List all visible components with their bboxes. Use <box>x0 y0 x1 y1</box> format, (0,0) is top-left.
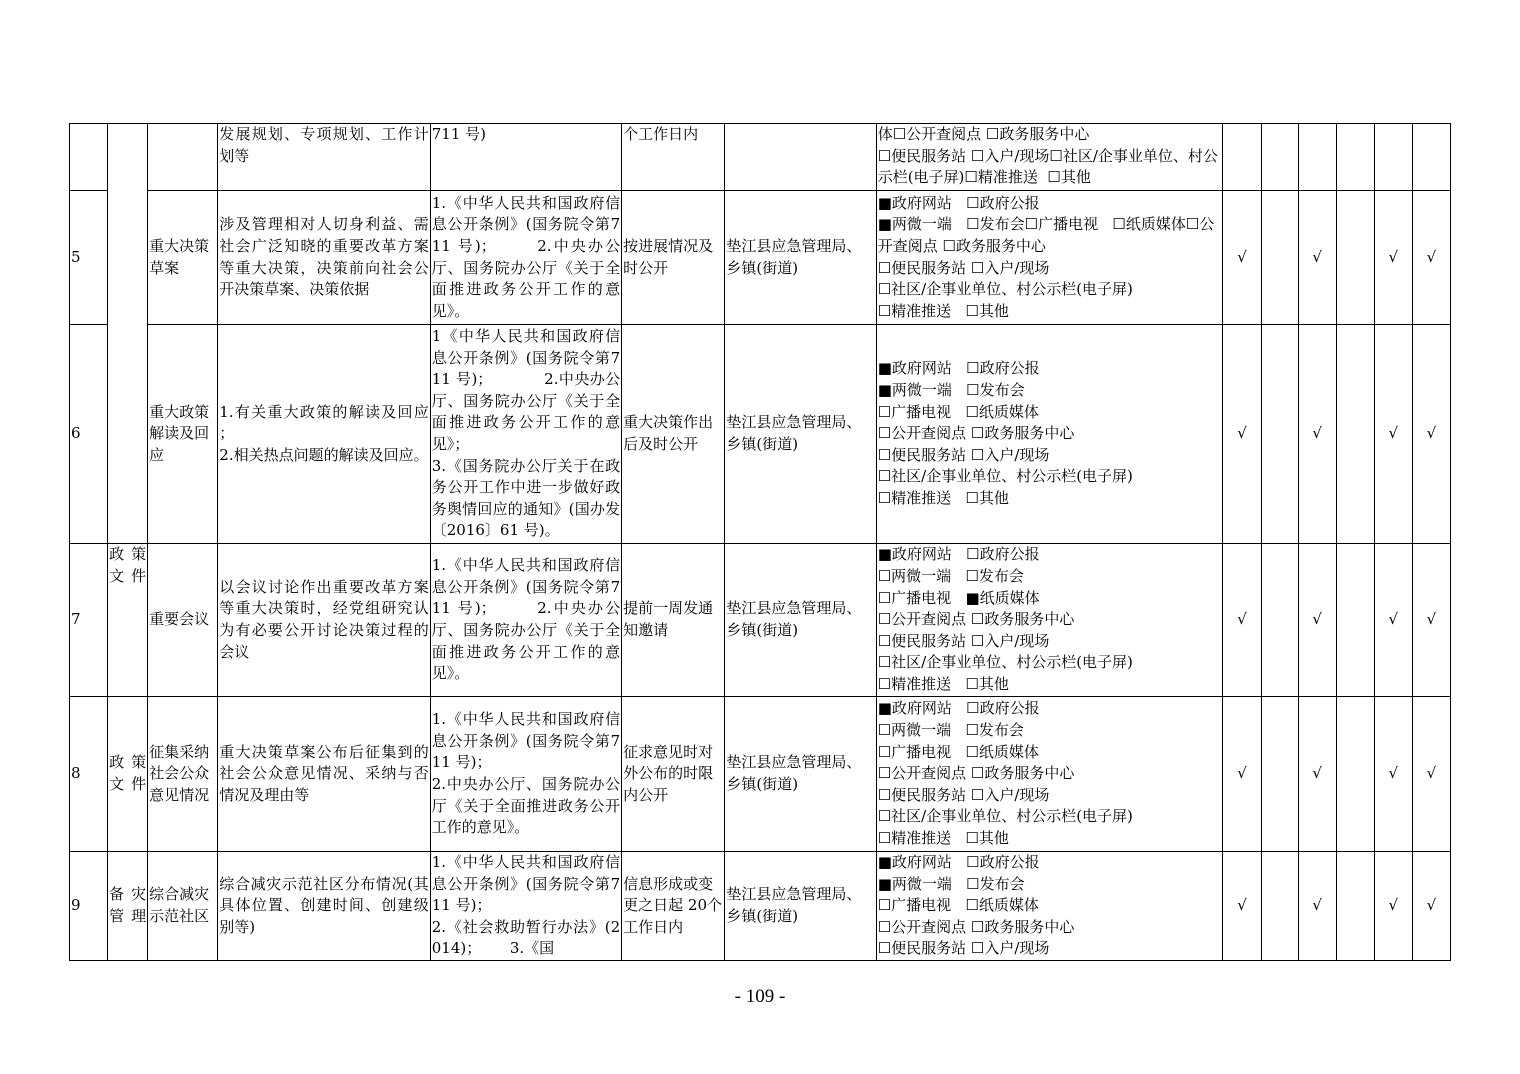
check-mark: √ <box>1374 544 1412 697</box>
category-cell: 政策文件 <box>108 697 148 852</box>
row-number: 7 <box>70 544 108 697</box>
check-mark: √ <box>1223 544 1261 697</box>
legal-basis: 1.《中华人民共和国政府信息公开条例》(国务院令第711 号)； 2.《社会救助暂行办法》(2014)； 3.《国 <box>430 852 621 961</box>
legal-basis: 1.《中华人民共和国政府信息公开条例》(国务院令第711 号)； 2.中央办公厅、国务院办公厅《关于全面推进政务公开工作的意见》。 <box>430 544 621 697</box>
check-mark <box>1223 124 1261 191</box>
check-mark <box>1374 124 1412 191</box>
category-cell: 备灾管理 <box>108 852 148 961</box>
item-content: 重大决策草案公布后征集到的社会公众意见情况、采纳与否情况及理由等 <box>218 697 430 852</box>
item-name <box>148 124 218 191</box>
legal-basis: 1.《中华人民共和国政府信息公开条例》(国务院令第711 号)； 2.中央办公厅、国务院办公厅《关于全面推进政务公开工作的意见》。 <box>430 191 621 325</box>
category-cell <box>108 124 148 544</box>
check-mark: √ <box>1374 325 1412 544</box>
item-content: 发展规划、专项规划、工作计划等 <box>218 124 430 191</box>
row-number <box>70 124 108 191</box>
table-row <box>70 124 1451 191</box>
item-content: 综合减灾示范社区分布情况(其具体位置、创建时间、创建级别等) <box>218 852 430 961</box>
check-mark <box>1412 124 1450 191</box>
check-mark <box>1336 697 1374 852</box>
check-mark <box>1261 852 1298 961</box>
check-mark <box>1298 124 1336 191</box>
disclosure-time: 信息形成或变更之日起 20个工作日内 <box>622 852 725 961</box>
disclosure-time: 重大决策作出后及时公开 <box>622 325 725 544</box>
legal-basis: 711 号) <box>430 124 621 191</box>
check-mark: √ <box>1374 697 1412 852</box>
check-mark <box>1261 124 1298 191</box>
disclosure-channels: ■政府网站 ☐政府公报 ■两微一端 ☐发布会☐广播电视 ☐纸质媒体☐公开查阅点 ☐政务服务中心 ☐便民服务站 ☐入户/现场 ☐社区/企事业单位、村公示栏(电子屏) ☐精准推送 ☐其他 <box>876 191 1223 325</box>
row-number: 5 <box>70 191 108 325</box>
item-name: 重大决策草案 <box>148 191 218 325</box>
disclosure-time: 按进展情况及时公开 <box>622 191 725 325</box>
check-mark <box>1336 124 1374 191</box>
check-mark: √ <box>1298 191 1336 325</box>
item-name: 征集采纳社会公众意见情况 <box>148 697 218 852</box>
table-row <box>70 852 1451 961</box>
check-mark: √ <box>1412 191 1450 325</box>
category-cell: 政策文件 <box>108 544 148 697</box>
check-mark <box>1261 697 1298 852</box>
check-mark: √ <box>1298 325 1336 544</box>
disclosure-time: 提前一周发通知邀请 <box>622 544 725 697</box>
table-row <box>70 191 1451 325</box>
disclosure-subject: 垫江县应急管理局、乡镇(街道) <box>725 191 876 325</box>
check-mark: √ <box>1412 544 1450 697</box>
disclosure-channels: ■政府网站 ☐政府公报 ■两微一端 ☐发布会 ☐广播电视 ☐纸质媒体 ☐公开查阅点 ☐政务服务中心 ☐便民服务站 ☐入户/现场 ☐社区/企事业单位、村公示栏(电子屏) ☐精准推送 ☐其他 <box>876 325 1223 544</box>
check-mark <box>1261 325 1298 544</box>
check-mark <box>1336 544 1374 697</box>
disclosure-channels: 体☐公开查阅点 ☐政务服务中心 ☐便民服务站 ☐入户/现场☐社区/企事业单位、村公示栏(电子屏)☐精准推送 ☐其他 <box>876 124 1223 191</box>
check-mark: √ <box>1412 697 1450 852</box>
check-mark: √ <box>1223 697 1261 852</box>
disclosure-subject <box>725 124 876 191</box>
check-mark: √ <box>1298 697 1336 852</box>
check-mark: √ <box>1412 325 1450 544</box>
disclosure-subject: 垫江县应急管理局、乡镇(街道) <box>725 544 876 697</box>
check-mark: √ <box>1298 852 1336 961</box>
check-mark <box>1261 191 1298 325</box>
item-content: 涉及管理相对人切身利益、需社会广泛知晓的重要改革方案等重大决策，决策前向社会公开决策草案、决策依据 <box>218 191 430 325</box>
check-mark: √ <box>1223 191 1261 325</box>
disclosure-subject: 垫江县应急管理局、乡镇(街道) <box>725 852 876 961</box>
row-number: 8 <box>70 697 108 852</box>
disclosure-time: 个工作日内 <box>622 124 725 191</box>
table-row <box>70 325 1451 544</box>
check-mark <box>1336 325 1374 544</box>
disclosure-subject: 垫江县应急管理局、乡镇(街道) <box>725 697 876 852</box>
check-mark <box>1336 852 1374 961</box>
page-number: - 109 - <box>734 986 786 1007</box>
table-row <box>70 697 1451 852</box>
check-mark <box>1261 544 1298 697</box>
disclosure-time: 征求意见时对外公布的时限内公开 <box>622 697 725 852</box>
item-name: 重要会议 <box>148 544 218 697</box>
disclosure-channels: ■政府网站 ☐政府公报 ☐两微一端 ☐发布会 ☐广播电视 ■纸质媒体 ☐公开查阅点 ☐政务服务中心 ☐便民服务站 ☐入户/现场 ☐社区/企事业单位、村公示栏(电子屏) ☐精准推送 ☐其他 <box>876 544 1223 697</box>
row-number: 9 <box>70 852 108 961</box>
check-mark: √ <box>1412 852 1450 961</box>
check-mark: √ <box>1223 325 1261 544</box>
item-name: 重大政策解读及回应 <box>148 325 218 544</box>
disclosure-table <box>69 123 1451 961</box>
item-content: 以会议讨论作出重要改革方案等重大决策时，经党组研究认为有必要公开讨论决策过程的会议 <box>218 544 430 697</box>
legal-basis: 1.《中华人民共和国政府信息公开条例》(国务院令第711 号)； 2.中央办公厅、国务院办公厅《关于全面推进政务公开工作的意见》。 <box>430 697 621 852</box>
check-mark: √ <box>1298 544 1336 697</box>
check-mark: √ <box>1374 191 1412 325</box>
disclosure-subject: 垫江县应急管理局、乡镇(街道) <box>725 325 876 544</box>
check-mark: √ <box>1374 852 1412 961</box>
item-content: 1.有关重大政策的解读及回应 ； 2.相关热点问题的解读及回应。 <box>218 325 430 544</box>
row-number: 6 <box>70 325 108 544</box>
legal-basis: 1《中华人民共和国政府信息公开条例》(国务院令第711 号)； 2.中央办公厅、国务院办公厅《关于全面推进政务公开工作的意见》； 3.《国务院办公厅关于在政务公开工作中进一步做好政务舆情回应的通知》(国办发〔2016〕61 号)。 <box>430 325 621 544</box>
disclosure-channels: ■政府网站 ☐政府公报 ☐两微一端 ☐发布会 ☐广播电视 ☐纸质媒体 ☐公开查阅点 ☐政务服务中心 ☐便民服务站 ☐入户/现场 ☐社区/企事业单位、村公示栏(电子屏) ☐精准推送 ☐其他 <box>876 697 1223 852</box>
check-mark: √ <box>1223 852 1261 961</box>
item-name: 综合减灾示范社区 <box>148 852 218 961</box>
disclosure-channels: ■政府网站 ☐政府公报 ■两微一端 ☐发布会 ☐广播电视 ☐纸质媒体 ☐公开查阅点 ☐政务服务中心 ☐便民服务站 ☐入户/现场 <box>876 852 1223 961</box>
check-mark <box>1336 191 1374 325</box>
table-row <box>70 544 1451 697</box>
